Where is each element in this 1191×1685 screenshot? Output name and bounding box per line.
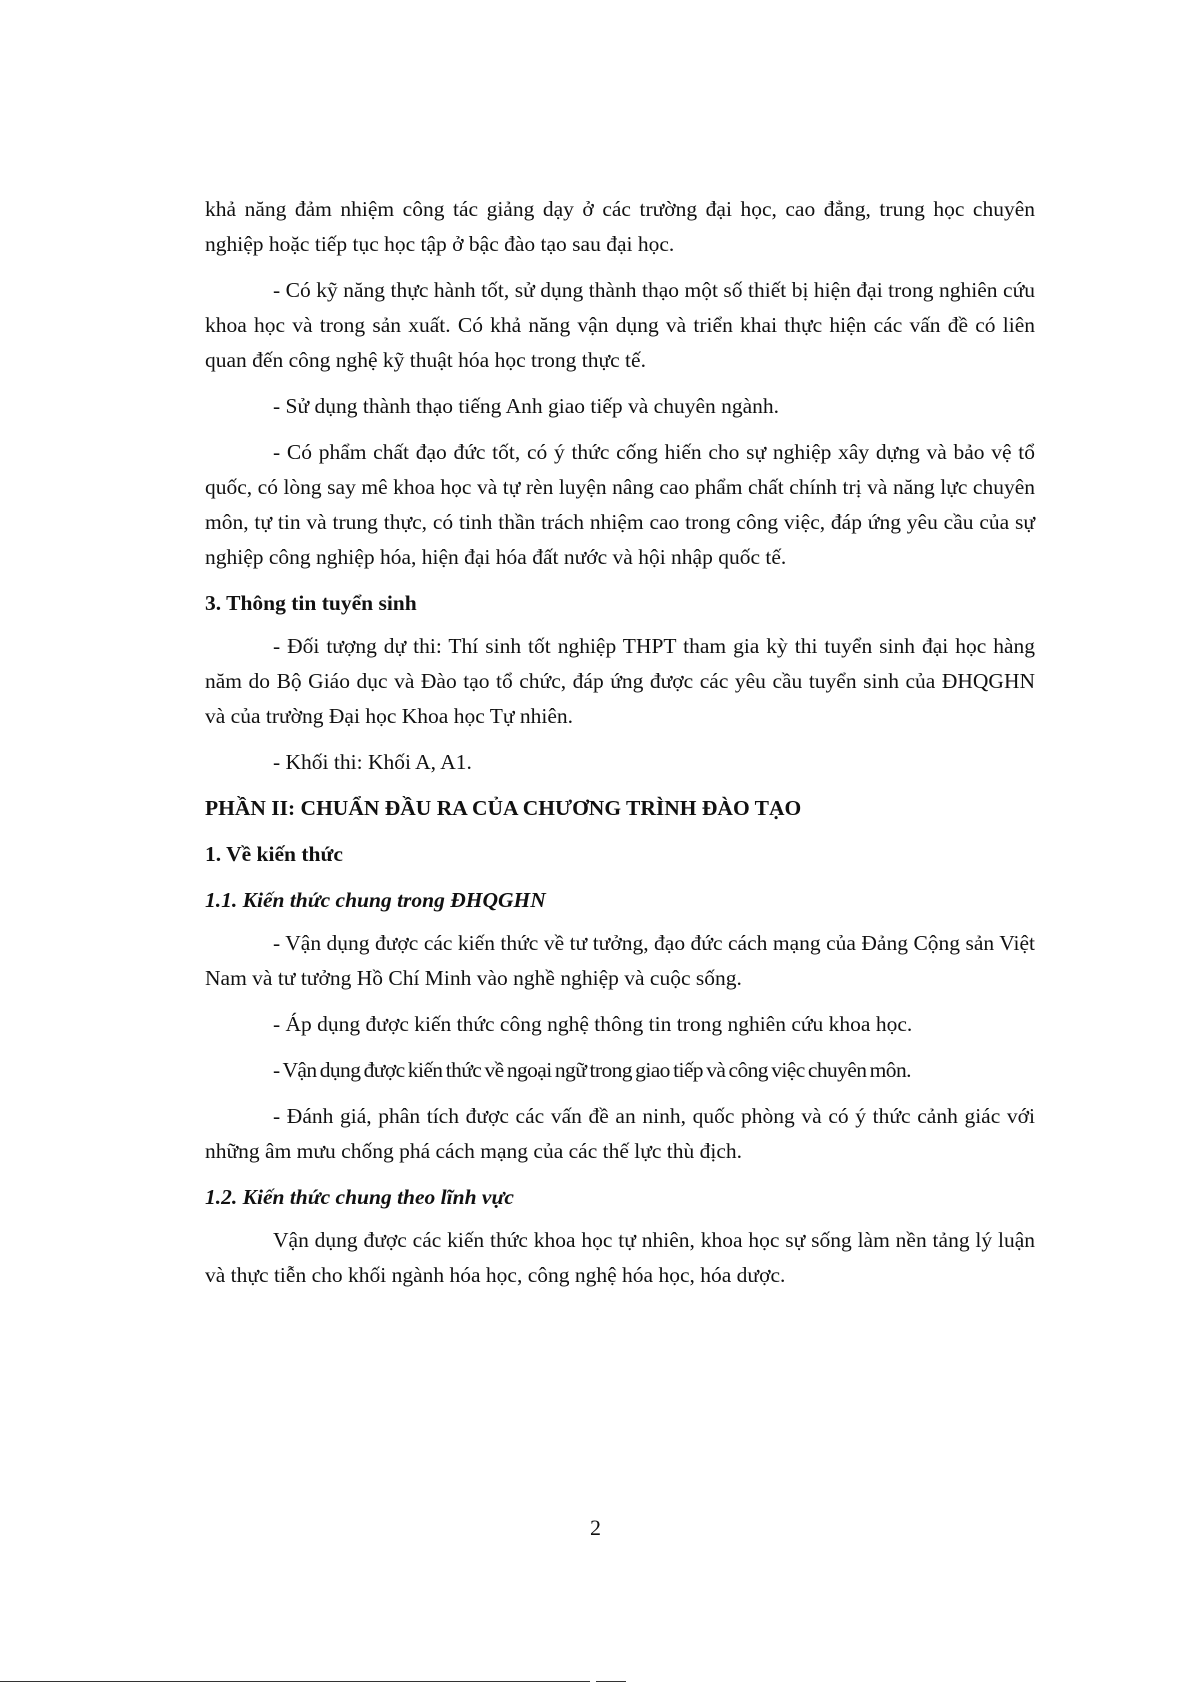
body-paragraph: - Đánh giá, phân tích được các vấn đề an ninh, quốc phòng và có ý thức cảnh giác với những âm mưu chống phá cách mạng của các thế lực thù địch. [205,1104,1035,1163]
section-heading-admission: 3. Thông tin tuyển sinh [205,591,417,615]
body-paragraph: - Sử dụng thành thạo tiếng Anh giao tiếp và chuyên ngành. [273,394,780,418]
body-paragraph: khả năng đảm nhiệm công tác giảng dạy ở các trường đại học, cao đẳng, trung học chuyên nghiệp hoặc tiếp tục học tập ở bậc đào tạo sau đại học. [205,197,1035,256]
subsection-heading-general-knowledge: 1.1. Kiến thức chung trong ĐHQGHN [205,888,546,912]
part-heading-learning-outcomes: PHẦN II: CHUẨN ĐẦU RA CỦA CHƯƠNG TRÌNH ĐÀO TẠO [205,796,802,820]
page-number: 2 [590,1515,601,1540]
body-paragraph: - Khối thi: Khối A, A1. [273,750,472,774]
body-paragraph: - Có kỹ năng thực hành tốt, sử dụng thành thạo một số thiết bị hiện đại trong nghiên cứu khoa học và trong sản xuất. Có khả năng vận dụng và triển khai thực hiện các vấn đề có liên quan đến công nghệ kỹ thuật hóa học trong thực tế. [205,278,1035,372]
section-heading-knowledge: 1. Về kiến thức [205,842,343,866]
page-body [205,192,1035,1293]
body-paragraph: Vận dụng được các kiến thức khoa học tự nhiên, khoa học sự sống làm nền tảng lý luận và thực tiễn cho khối ngành hóa học, công nghệ hóa học, hóa dược. [205,1228,1035,1287]
body-paragraph: - Đối tượng dự thi: Thí sinh tốt nghiệp THPT tham gia kỳ thi tuyển sinh đại học hàng năm do Bộ Giáo dục và Đào tạo tổ chức, đáp ứng được các yêu cầu tuyển sinh của ĐHQGHN và của trường Đại học Khoa học Tự nhiên. [205,634,1035,728]
body-paragraph: - Có phẩm chất đạo đức tốt, có ý thức cống hiến cho sự nghiệp xây dựng và bảo vệ tổ quốc, có lòng say mê khoa học và tự rèn luyện nâng cao phẩm chất chính trị và năng lực chuyên môn, tự tin và trung thực, có tinh thần trách nhiệm cao trong công việc, đáp ứng yêu cầu của sự nghiệp công nghiệp hóa, hiện đại hóa đất nước và hội nhập quốc tế. [205,440,1035,569]
body-paragraph: - Vận dụng được các kiến thức về tư tưởng, đạo đức cách mạng của Đảng Cộng sản Việt Nam và tư tưởng Hồ Chí Minh vào nghề nghiệp và cuộc sống. [205,931,1035,990]
footer-rule-segment [596,1681,626,1682]
body-paragraph: - Áp dụng được kiến thức công nghệ thông tin trong nghiên cứu khoa học. [273,1012,913,1036]
body-paragraph: - Vận dụng được kiến thức về ngoại ngữ trong giao tiếp và công việc chuyên môn. [273,1058,911,1082]
footer-rule [0,1681,1191,1683]
subsection-heading-field-knowledge: 1.2. Kiến thức chung theo lĩnh vực [205,1185,514,1209]
footer-rule-segment [0,1681,590,1682]
